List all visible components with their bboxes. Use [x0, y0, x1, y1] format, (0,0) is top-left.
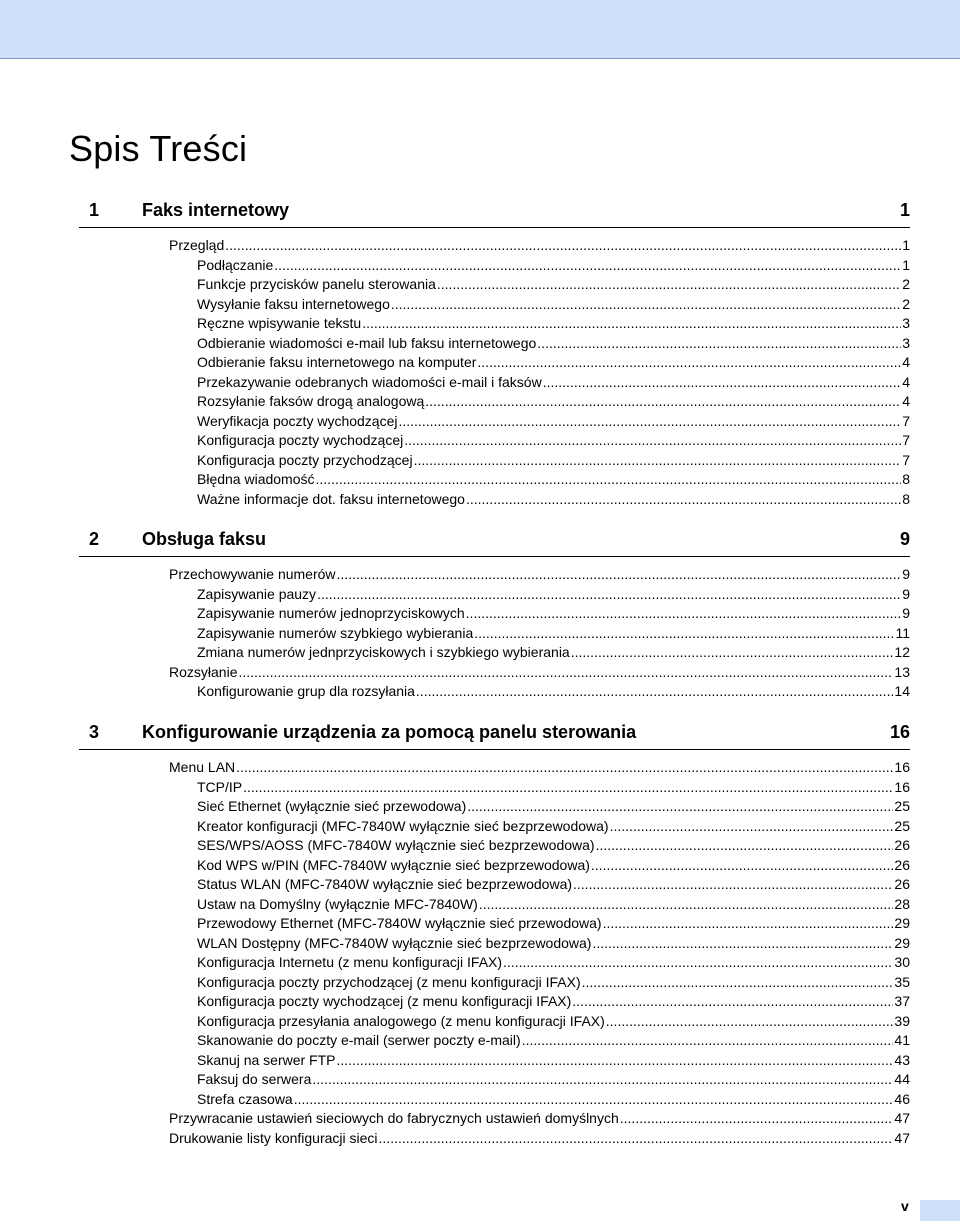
dot-leader	[620, 1109, 894, 1129]
toc-entry-page: 4	[902, 354, 910, 370]
toc-entry-title: Przekazywanie odebranych wiadomości e-mail i faksów	[197, 373, 542, 390]
chapter-title: Faks internetowy	[142, 200, 290, 220]
toc-entry[interactable]	[169, 758, 910, 778]
toc-entry[interactable]	[169, 236, 910, 256]
chapter-title: Konfigurowanie urządzenia za pomocą panelu sterowania	[142, 722, 637, 742]
toc-entry[interactable]	[197, 934, 910, 954]
toc-entry-title: Zapisywanie numerów jednoprzyciskowych	[197, 605, 465, 621]
toc-entry[interactable]	[197, 836, 910, 856]
toc-entry-page: 35	[894, 973, 910, 990]
dot-leader	[238, 663, 893, 683]
chapter-title: Obsługa faksu	[142, 529, 267, 549]
toc-entry-page: 29	[894, 915, 910, 931]
chapter-page-number: 9	[899, 529, 910, 549]
toc-entry-list	[0, 236, 960, 509]
toc-entry-page: 2	[902, 276, 910, 292]
toc-entry-page: 8	[902, 471, 910, 487]
dot-leader	[572, 992, 893, 1012]
toc-entry-title: Strefa czasowa	[197, 1090, 293, 1107]
dot-leader	[416, 682, 894, 702]
toc-entry[interactable]	[169, 663, 910, 683]
toc-entry-title: Konfiguracja poczty wychodzącej	[197, 432, 404, 448]
toc-entry-title: Przegląd	[169, 237, 225, 253]
toc-entry-page: 29	[894, 934, 910, 951]
toc-entry-page: 41	[894, 1032, 910, 1048]
toc-entry[interactable]	[197, 817, 910, 837]
chapter-section	[0, 718, 960, 1148]
toc-entry-page: 26	[894, 876, 910, 892]
chapter-heading[interactable]	[0, 525, 960, 553]
toc-entry[interactable]	[197, 1031, 910, 1051]
toc-entry[interactable]	[197, 412, 910, 432]
toc-entry-page: 14	[894, 683, 910, 699]
toc-entry[interactable]	[197, 1012, 910, 1032]
dot-leader	[474, 624, 894, 644]
dot-leader	[591, 856, 894, 876]
dot-leader	[337, 565, 902, 585]
dot-leader	[582, 973, 894, 993]
toc-entry-page: 47	[894, 1110, 910, 1126]
toc-entry[interactable]	[197, 275, 910, 295]
toc-entry[interactable]	[197, 1051, 910, 1071]
toc-entry-title: Status WLAN (MFC-7840W wyłącznie sieć bezprzewodowa)	[197, 876, 573, 892]
toc-entry-page: 8	[902, 490, 910, 507]
chapter-rule	[79, 227, 910, 228]
toc-entry[interactable]	[197, 875, 910, 895]
toc-entry-title: Przewodowy Ethernet (MFC-7840W wyłącznie sieć przewodowa)	[197, 915, 602, 931]
dot-leader	[479, 895, 894, 915]
toc-entry-title: Konfiguracja Internetu (z menu konfiguracji IFAX)	[197, 954, 503, 970]
toc-entry-page: 2	[902, 295, 910, 312]
chapter-number: 3	[89, 722, 100, 742]
toc-entry[interactable]	[197, 295, 910, 315]
toc-entry[interactable]	[197, 914, 910, 934]
chapter-number: 1	[89, 200, 100, 220]
toc-entry-title: Kreator konfiguracji (MFC-7840W wyłącznie sieć bezprzewodowa)	[197, 817, 609, 834]
dot-leader	[362, 314, 901, 334]
toc-entry[interactable]	[197, 1090, 910, 1110]
dot-leader	[477, 353, 901, 373]
toc-entry[interactable]	[169, 1109, 910, 1129]
toc-entry-title: Błędna wiadomość	[197, 471, 315, 487]
dot-leader	[391, 295, 901, 315]
toc-entry-title: Zapisywanie pauzy	[197, 585, 317, 602]
toc-entry-page: 4	[902, 373, 910, 390]
toc-entry-page: 43	[894, 1051, 910, 1068]
toc-entry[interactable]	[197, 895, 910, 915]
toc-entry-title: Przechowywanie numerów	[169, 566, 336, 582]
dot-leader	[274, 256, 901, 276]
toc-entry[interactable]	[197, 856, 910, 876]
toc-entry-page: 46	[894, 1090, 910, 1107]
toc-entry-title: Konfiguracja poczty przychodzącej (z menu konfiguracji IFAX)	[197, 973, 581, 990]
toc-entry-page: 25	[894, 798, 910, 814]
header-band	[0, 0, 960, 59]
dot-leader	[414, 451, 902, 471]
chapter-page-number: 16	[889, 722, 910, 742]
toc-entry-page: 3	[902, 315, 910, 331]
toc-entry-title: SES/WPS/AOSS (MFC-7840W wyłącznie sieć bezprzewodowa)	[197, 837, 595, 853]
dot-leader	[466, 604, 902, 624]
toc-entry-title: TCP/IP	[197, 778, 243, 795]
toc-entry-page: 12	[894, 644, 910, 660]
toc-entry-page: 30	[894, 954, 910, 970]
toc-entry-title: Odbieranie faksu internetowego na komputer	[197, 354, 477, 370]
toc-entry-title: Sieć Ethernet (wyłącznie sieć przewodowa)	[197, 798, 467, 814]
toc-entry-title: Menu LAN	[169, 759, 236, 775]
chapter-page-number: 1	[899, 200, 910, 220]
dot-leader	[294, 1090, 894, 1110]
dot-leader	[610, 817, 894, 837]
toc-entry-page: 9	[902, 605, 910, 621]
toc-entry-title: WLAN Dostępny (MFC-7840W wyłącznie sieć bezprzewodowa)	[197, 934, 592, 951]
chapter-rule	[79, 556, 910, 557]
chapter-number: 2	[89, 529, 100, 549]
toc-entry[interactable]	[197, 585, 910, 605]
toc-entry-page: 9	[902, 566, 910, 582]
toc-entry-title: Rozsyłanie faksów drogą analogową	[197, 393, 425, 409]
toc-entry-title: Funkcje przycisków panelu sterowania	[197, 276, 436, 292]
toc-entry-title: Podłączanie	[197, 256, 274, 273]
dot-leader	[236, 758, 893, 778]
dot-leader	[398, 412, 901, 432]
toc-entry-page: 4	[902, 393, 910, 409]
dot-leader	[225, 236, 901, 256]
dot-leader	[603, 914, 894, 934]
dot-leader	[425, 392, 901, 412]
toc-entry-title: Faksuj do serwera	[197, 1071, 312, 1087]
dot-leader	[503, 953, 893, 973]
toc-entry-page: 7	[902, 412, 910, 429]
toc-entry-list	[0, 758, 960, 1148]
toc-entry-page: 11	[895, 624, 910, 641]
toc-entry[interactable]	[197, 451, 910, 471]
toc-entry-title: Rozsyłanie	[169, 663, 238, 680]
toc-entry[interactable]	[197, 470, 910, 490]
toc-entry[interactable]	[197, 682, 910, 702]
toc-entry[interactable]	[197, 797, 910, 817]
dot-leader	[466, 490, 901, 510]
dot-leader	[596, 836, 894, 856]
toc-entry[interactable]	[197, 373, 910, 393]
dot-leader	[571, 643, 894, 663]
dot-leader	[312, 1070, 893, 1090]
toc-entry-page: 16	[894, 759, 910, 775]
toc-entry[interactable]	[197, 778, 910, 798]
dot-leader	[317, 585, 901, 605]
toc-entry-title: Skanowanie do poczty e-mail (serwer poczty e-mail)	[197, 1032, 521, 1048]
dot-leader	[522, 1031, 894, 1051]
toc-entry-title: Ważne informacje dot. faksu internetowego	[197, 490, 465, 507]
toc-entry-page: 3	[902, 334, 910, 351]
toc-entry-page: 28	[894, 895, 910, 912]
footer-page-number: v	[901, 1198, 909, 1214]
toc-entry-title: Odbieranie wiadomości e-mail lub faksu internetowego	[197, 334, 537, 351]
chapter-heading[interactable]	[0, 196, 960, 224]
toc-entry[interactable]	[197, 624, 910, 644]
dot-leader	[573, 875, 893, 895]
toc-entry[interactable]	[197, 314, 910, 334]
toc-entry[interactable]	[197, 256, 910, 276]
toc-entry-title: Konfiguracja przesyłania analogowego (z menu konfiguracji IFAX)	[197, 1012, 605, 1029]
toc-entry-title: Ustaw na Domyślny (wyłącznie MFC-7840W)	[197, 895, 478, 912]
dot-leader	[243, 778, 893, 798]
chapter-section	[0, 196, 960, 509]
toc-entry[interactable]	[197, 392, 910, 412]
toc-entry-title: Konfigurowanie grup dla rozsyłania	[197, 683, 415, 699]
toc-entry-page: 16	[894, 778, 910, 795]
toc-entry-page: 1	[902, 237, 910, 253]
dot-leader	[592, 934, 893, 954]
dot-leader	[316, 470, 902, 490]
dot-leader	[467, 797, 893, 817]
toc-entry[interactable]	[197, 973, 910, 993]
toc-entry[interactable]	[197, 431, 910, 451]
toc-entry-title: Weryfikacja poczty wychodzącej	[197, 412, 398, 429]
toc-entry-title: Zmiana numerów jednprzyciskowych i szybkiego wybierania	[197, 644, 570, 660]
toc-entry-page: 9	[902, 585, 910, 602]
toc-entry-title: Kod WPS w/PIN (MFC-7840W wyłącznie sieć bezprzewodowa)	[197, 856, 590, 873]
footer-tab	[920, 1200, 960, 1221]
toc-entry-page: 44	[894, 1071, 910, 1087]
toc-entry[interactable]	[197, 643, 910, 663]
dot-leader	[543, 373, 902, 393]
toc-entry-title: Skanuj na serwer FTP	[197, 1051, 336, 1068]
toc-entry-page: 26	[894, 837, 910, 853]
toc-entry-page: 37	[894, 993, 910, 1009]
dot-leader	[437, 275, 901, 295]
chapter-section	[0, 525, 960, 702]
toc-entry-page: 7	[902, 432, 910, 448]
toc-entry[interactable]	[197, 992, 910, 1012]
toc-entry-title: Przywracanie ustawień sieciowych do fabrycznych ustawień domyślnych	[169, 1110, 619, 1126]
toc-entry[interactable]	[197, 353, 910, 373]
toc-entry[interactable]	[169, 565, 910, 585]
toc-entry-page: 47	[894, 1129, 910, 1146]
dot-leader	[379, 1129, 894, 1149]
toc-entry[interactable]	[197, 334, 910, 354]
toc-entry-title: Wysyłanie faksu internetowego	[197, 295, 390, 312]
toc-entry-page: 25	[894, 817, 910, 834]
dot-leader	[404, 431, 901, 451]
toc-entry-page: 39	[894, 1012, 910, 1029]
toc-entry-list	[0, 565, 960, 702]
toc-entry-page: 7	[902, 451, 910, 468]
toc-entry-title: Ręczne wpisywanie tekstu	[197, 315, 362, 331]
toc-entry-page: 1	[902, 256, 910, 273]
chapter-rule	[79, 749, 910, 750]
toc-entry-page: 26	[894, 856, 910, 873]
toc-entry[interactable]	[197, 490, 910, 510]
toc-entry-title: Konfiguracja poczty przychodzącej	[197, 451, 413, 468]
toc-entry[interactable]	[197, 1070, 910, 1090]
dot-leader	[337, 1051, 894, 1071]
page-title: Spis Treści	[69, 128, 248, 169]
dot-leader	[537, 334, 901, 354]
toc-entry-page: 13	[894, 663, 910, 680]
dot-leader	[606, 1012, 894, 1032]
toc-entry[interactable]	[197, 604, 910, 624]
toc-entry-title: Zapisywanie numerów szybkiego wybierania	[197, 624, 474, 641]
chapter-heading[interactable]	[0, 718, 960, 746]
toc-entry-title: Konfiguracja poczty wychodzącej (z menu konfiguracji IFAX)	[197, 993, 572, 1009]
toc-entry[interactable]	[197, 953, 910, 973]
toc-entry[interactable]	[169, 1129, 910, 1149]
toc-entry-title: Drukowanie listy konfiguracji sieci	[169, 1129, 378, 1146]
